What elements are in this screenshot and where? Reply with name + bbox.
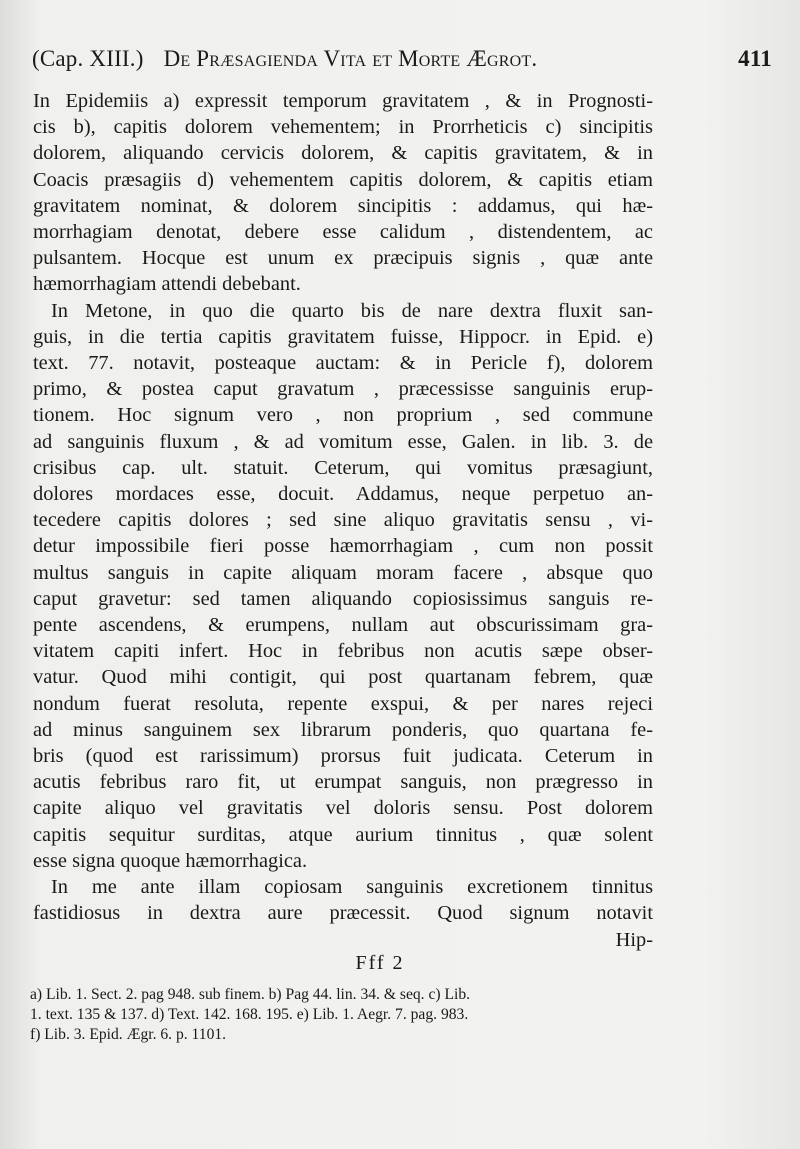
footnote-line: 1. text. 135 & 137. d) Text. 142. 168. 195. e) Lib. 1. Aegr. 7. pag. 983.: [30, 1006, 469, 1023]
text-line: acutis febribus raro fit, ut erumpat sanguis, non prægresso in: [33, 771, 653, 794]
main-text: [33, 88, 653, 953]
text-line: hæmorrhagiam attendi debebant.: [33, 273, 301, 296]
text-line: capitis sequitur surditas, atque aurium tinnitus , quæ solent: [33, 823, 653, 846]
text-line: esse signa quoque hæmorrhagica.: [33, 849, 308, 872]
footnote-line: f) Lib. 3. Epid. Ægr. 6. p. 1101.: [30, 1026, 227, 1043]
text-line: Coacis præsagiis d) vehementem capitis dolorem, & capitis etiam: [33, 168, 653, 191]
text-line: multus sanguis in capite aliquam moram facere , absque quo: [33, 561, 653, 584]
text-line: text. 77. notavit, posteaque auctam: & in Pericle f), dolorem: [33, 352, 653, 375]
text-line: vitatem capiti infert. Hoc in febribus non acutis sæpe obser-: [33, 640, 653, 663]
text-line: In me ante illam copiosam sanguinis excretionem tinnitus: [51, 876, 653, 899]
running-header: [32, 46, 772, 82]
text-line: pente ascendens, & erumpens, nullam aut obscurissimam gra-: [33, 614, 653, 637]
text-line: primo, & postea caput gravatum , præcessisse sanguinis erup-: [33, 378, 653, 401]
text-line: In Metone, in quo die quarto bis de nare dextra fluxit san-: [51, 299, 653, 322]
page-number: 411: [738, 46, 772, 71]
text-line: tecedere capitis dolores ; sed sine aliquo gravitatis sensu , vi-: [33, 509, 653, 532]
text-line: bris (quod est rarissimum) prorsus fuit judicata. Ceterum in: [33, 745, 653, 768]
text-line: guis, in die tertia capitis gravitatem fuisse, Hippocr. in Epid. e): [33, 325, 653, 348]
text-line: Hip-: [615, 928, 653, 951]
text-line: morrhagiam denotat, debere esse calidum , distendentem, ac: [33, 221, 653, 244]
text-line: dolores mordaces esse, docuit. Addamus, neque perpetuo an-: [33, 483, 653, 506]
text-line: In Epidemiis a) expressit temporum gravitatem , & in Prognosti-: [33, 90, 653, 112]
text-line: ad minus sanguinem sex librarum ponderis, quo quartana fe-: [33, 718, 653, 741]
text-line: vatur. Quod mihi contigit, qui post quartanam febrem, quæ: [33, 666, 653, 689]
text-line: cis b), capitis dolorem vehementem; in Prorrheticis c) sincipitis: [33, 116, 653, 139]
text-line: gravitatem nominat, & dolorem sincipitis : addamus, qui hæ-: [33, 194, 653, 217]
text-line: crisibus cap. ult. statuit. Ceterum, qui vomitus præsagiunt,: [33, 456, 653, 479]
text-line: capite aliquo vel gravitatis vel doloris sensu. Post dolorem: [33, 797, 653, 820]
text-line: detur impossibile fieri posse hæmorrhagiam , cum non possit: [33, 535, 653, 558]
text-line: fastidiosus in dextra aure præcessit. Quod signum notavit: [33, 902, 653, 925]
text-line: tionem. Hoc signum vero , non proprium , sed commune: [33, 404, 653, 427]
footnotes: [30, 985, 660, 1045]
footnote-line: a) Lib. 1. Sect. 2. pag 948. sub finem. b) Pag 44. lin. 34. & seq. c) Lib.: [30, 986, 471, 1003]
chapter-label: (Cap. XIII.): [32, 46, 144, 71]
text-line: dolorem, aliquando cervicis dolorem, & capitis gravitatem, & in: [33, 142, 653, 165]
text-line: nondum fuerat resoluta, repente exspui, & per nares rejeci: [33, 692, 653, 715]
text-line: ad sanguinis fluxum , & ad vomitum esse, Galen. in lib. 3. de: [33, 430, 653, 453]
text-line: pulsantem. Hocque est unum ex præcipuis signis , quæ ante: [33, 247, 653, 270]
running-title: De Præsagienda Vita et Morte Ægrot.: [163, 46, 538, 71]
signature-mark: Fff 2: [355, 952, 405, 974]
text-line: caput gravetur: sed tamen aliquando copiosissimus sanguis re-: [33, 587, 653, 610]
